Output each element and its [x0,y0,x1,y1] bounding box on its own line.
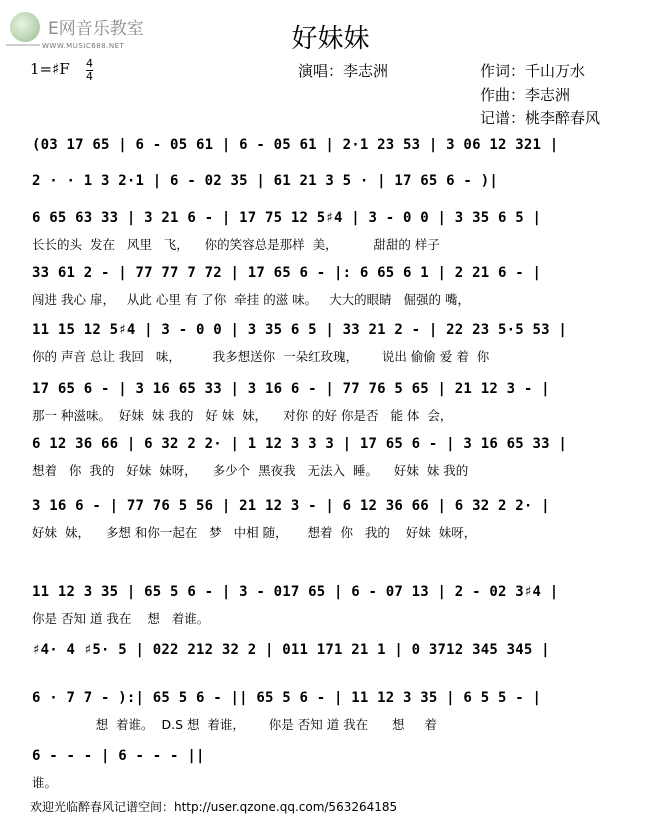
score-row-7 [0,436,661,480]
song-title: 好妹妹 [291,24,370,54]
score-row-11 [0,690,661,734]
lyric-line: 好妹 妹， 多想 和你一起在 梦 中相 随， 想着 你 我的 好妹 妹呀， [32,525,477,540]
notation-line: 6 12 36 66 | 6 32 2 2· | 1 12 3 3 3 | 17 65 6 - | 3 16 65 33 | [32,436,567,452]
score-row-8 [0,498,661,542]
time-signature [86,58,93,83]
notation-line: ♯4· 4 ♯5· 5 | 022 212 32 2 | 011 171 21 1 | 0 3712 345 345 | [32,642,550,658]
notation-line: 33 61 2 - | 77 77 7 72 | 17 65 6 - |: 6 65 6 1 | 2 21 6 - | [32,265,542,281]
score-row-5 [0,322,661,366]
notation-line: 17 65 6 - | 3 16 65 33 | 3 16 6 - | 77 76 5 65 | 21 12 3 - | [32,381,550,397]
lyricist-credit: 作词：千山万水 [480,62,586,80]
score-row-6 [0,381,661,425]
lyric-line: 你是 否知 道 我在 想 着谁。 [32,611,210,626]
composer-credit: 作曲：李志洲 [480,86,571,104]
score-row-9 [0,584,661,628]
score-row-10 [0,642,661,666]
singer-credit: 演唱：李志洲 [298,62,389,80]
lyric-line: 闯进 我心 扉， 从此 心里 有 了你 牵挂 的滋 味。 大大的眼睛 倔强的 嘴， [32,292,470,307]
lyric-line: 长长的头 发在 风里 飞， 你的笑容总是那样 美， 甜甜的 样子 [32,237,440,252]
lyric-line: 谁。 [32,775,58,790]
notation-line: 2 · · 1 3 2·1 | 6 - 02 35 | 61 21 3 5 · | 17 65 6 - )| [32,173,498,189]
time-signature-bottom: 4 [86,70,93,83]
lyric-line: 那一 种滋味。 好妹 妹 我的 好 妹 妹， 对你 的好 你是否 能 体 会， [32,408,453,423]
transcriber-credit: 记谱：桃李醉春风 [480,109,601,127]
score-row-12 [0,748,661,792]
score-row-3 [0,210,661,254]
key-signature: 1=♯F [30,60,70,78]
logo-url: WWW.MUSIC688.NET [42,42,125,50]
notation-line: 6 · 7 7 - ):| 65 5 6 - || 65 5 6 - | 11 12 3 35 | 6 5 5 - | [32,690,542,706]
score-row-1 [0,137,661,161]
notation-line: 6 65 63 33 | 3 21 6 - | 17 75 12 5♯4 | 3 - 0 0 | 3 35 6 5 | [32,210,542,226]
footer-text: 欢迎光临醉春风记谱空间：http://user.qzone.qq.com/563264185 [30,800,398,814]
lyric-line: 想 着谁。 D.S 想 着谁， 你是 否知 道 我在 想 着 [32,717,437,732]
notation-line: 11 12 3 35 | 65 5 6 - | 3 - 017 65 | 6 - 07 13 | 2 - 02 3♯4 | [32,584,559,600]
notation-line: 6 - - - | 6 - - - || [32,748,205,764]
notation-line: (03 17 65 | 6 - 05 61 | 6 - 05 61 | 2·1 23 53 | 3 06 12 321 | [32,137,559,153]
score-row-4 [0,265,661,309]
logo-text: E网音乐教室 [48,19,144,39]
time-signature-top: 4 [86,57,93,70]
notation-line: 3 16 6 - | 77 76 5 56 | 21 12 3 - | 6 12 36 66 | 6 32 2 2· | [32,498,550,514]
score-row-2 [0,173,661,197]
lyric-line: 你的 声音 总让 我回 味， 我多想送你 一朵红玫瑰， 说出 偷偷 爱 着 你 [32,349,490,364]
lyric-line: 想着 你 我的 好妹 妹呀， 多少个 黑夜我 无法入 睡。 好妹 妹 我的 [32,463,469,478]
notation-line: 11 15 12 5♯4 | 3 - 0 0 | 3 35 6 5 | 33 21 2 - | 22 23 5·5 53 | [32,322,567,338]
